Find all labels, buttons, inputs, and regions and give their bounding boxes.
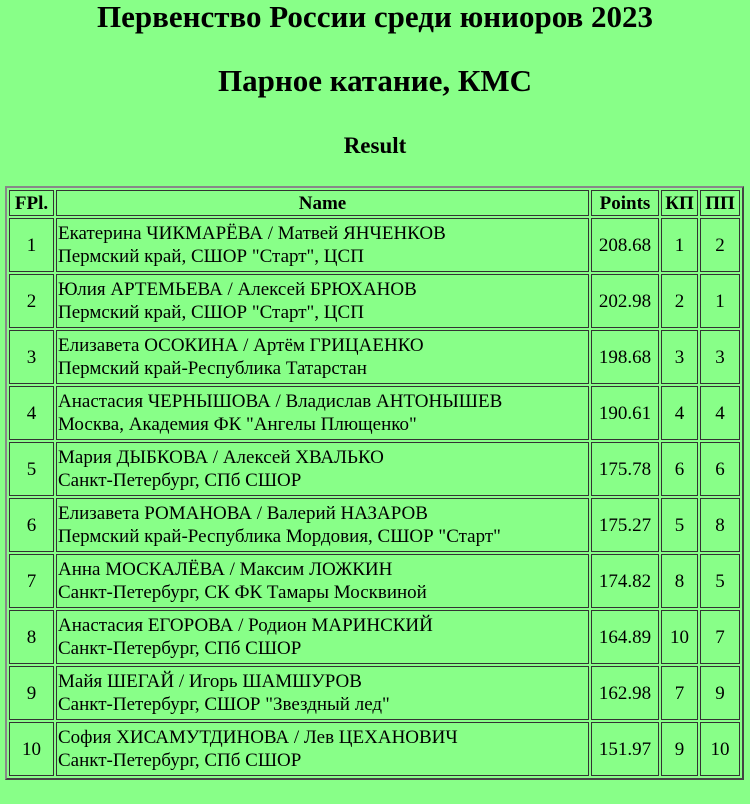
skater-club: Санкт-Петербург, СШОР "Звездный лед" — [58, 694, 390, 715]
cell-kp: 3 — [661, 330, 698, 384]
table-row — [9, 666, 740, 720]
cell-points: 175.27 — [591, 498, 659, 552]
column-header-name: Name — [56, 190, 589, 216]
cell-name — [56, 386, 589, 440]
column-header-place: FPl. — [9, 190, 54, 216]
cell-place: 6 — [9, 498, 54, 552]
cell-points: 208.68 — [591, 218, 659, 272]
cell-name — [56, 666, 589, 720]
column-header-points: Points — [591, 190, 659, 216]
cell-pp: 8 — [700, 498, 740, 552]
cell-name — [56, 498, 589, 552]
skater-names: Мария ДЫБКОВА / Алексей ХВАЛЬКО — [58, 447, 384, 468]
skater-names: Анастасия ЕГОРОВА / Родион МАРИНСКИЙ — [58, 615, 433, 636]
cell-kp: 10 — [661, 610, 698, 664]
result-heading: Result — [343, 133, 407, 158]
cell-points: 162.98 — [591, 666, 659, 720]
table-row — [9, 554, 740, 608]
cell-points: 151.97 — [591, 722, 659, 776]
cell-kp: 7 — [661, 666, 698, 720]
skater-club: Пермский край-Республика Татарстан — [58, 358, 367, 379]
page-subtitle: Парное катание, КМС — [217, 63, 533, 98]
cell-pp: 9 — [700, 666, 740, 720]
cell-pp: 6 — [700, 442, 740, 496]
skater-club: Санкт-Петербург, СПб СШОР — [58, 638, 302, 659]
table-row — [9, 722, 740, 776]
cell-pp: 10 — [700, 722, 740, 776]
cell-name — [56, 610, 589, 664]
cell-name — [56, 330, 589, 384]
cell-name — [56, 442, 589, 496]
cell-name — [56, 722, 589, 776]
column-header-kp: КП — [661, 190, 698, 216]
cell-kp: 9 — [661, 722, 698, 776]
skater-club: Пермский край, СШОР "Старт", ЦСП — [58, 246, 364, 267]
results-table — [5, 186, 744, 780]
cell-place: 1 — [9, 218, 54, 272]
cell-place: 4 — [9, 386, 54, 440]
cell-points: 174.82 — [591, 554, 659, 608]
skater-names: Екатерина ЧИКМАРЁВА / Матвей ЯНЧЕНКОВ — [58, 223, 446, 244]
table-row — [9, 274, 740, 328]
cell-place: 3 — [9, 330, 54, 384]
skater-names: Анастасия ЧЕРНЫШОВА / Владислав АНТОНЫШЕВ — [58, 391, 503, 412]
cell-place: 5 — [9, 442, 54, 496]
skater-names: Елизавета РОМАНОВА / Валерий НАЗАРОВ — [58, 503, 428, 524]
cell-kp: 2 — [661, 274, 698, 328]
cell-kp: 8 — [661, 554, 698, 608]
skater-names: Елизавета ОСОКИНА / Артём ГРИЦАЕНКО — [58, 335, 424, 356]
table-row — [9, 498, 740, 552]
table-row — [9, 386, 740, 440]
cell-pp: 1 — [700, 274, 740, 328]
column-header-pp: ПП — [700, 190, 740, 216]
cell-place: 8 — [9, 610, 54, 664]
cell-pp: 5 — [700, 554, 740, 608]
cell-pp: 4 — [700, 386, 740, 440]
cell-name — [56, 218, 589, 272]
skater-club: Санкт-Петербург, СПб СШОР — [58, 470, 302, 491]
table-row — [9, 330, 740, 384]
cell-place: 7 — [9, 554, 54, 608]
table-row — [9, 442, 740, 496]
cell-pp: 7 — [700, 610, 740, 664]
cell-name — [56, 274, 589, 328]
skater-names: Майя ШЕГАЙ / Игорь ШАМШУРОВ — [58, 671, 362, 692]
skater-club: Пермский край-Республика Мордовия, СШОР "Старт" — [58, 526, 501, 547]
skater-names: София ХИСАМУТДИНОВА / Лев ЦЕХАНОВИЧ — [58, 727, 458, 748]
cell-pp: 3 — [700, 330, 740, 384]
table-row — [9, 610, 740, 664]
cell-kp: 1 — [661, 218, 698, 272]
cell-kp: 5 — [661, 498, 698, 552]
skater-club: Санкт-Петербург, СПб СШОР — [58, 750, 302, 771]
cell-kp: 6 — [661, 442, 698, 496]
cell-kp: 4 — [661, 386, 698, 440]
skater-club: Москва, Академия ФК "Ангелы Плющенко" — [58, 414, 417, 435]
cell-name — [56, 554, 589, 608]
cell-points: 190.61 — [591, 386, 659, 440]
cell-place: 10 — [9, 722, 54, 776]
skater-names: Юлия АРТЕМЬЕВА / Алексей БРЮХАНОВ — [58, 279, 417, 300]
page-title: Первенство России среди юниоров 2023 — [97, 0, 653, 34]
table-row — [9, 218, 740, 272]
cell-points: 198.68 — [591, 330, 659, 384]
cell-pp: 2 — [700, 218, 740, 272]
skater-club: Санкт-Петербург, СК ФК Тамары Москвиной — [58, 582, 427, 603]
cell-place: 9 — [9, 666, 54, 720]
table-header-row — [9, 190, 740, 216]
cell-points: 175.78 — [591, 442, 659, 496]
skater-names: Анна МОСКАЛЁВА / Максим ЛОЖКИН — [58, 559, 393, 580]
cell-points: 164.89 — [591, 610, 659, 664]
cell-points: 202.98 — [591, 274, 659, 328]
skater-club: Пермский край, СШОР "Старт", ЦСП — [58, 302, 364, 323]
cell-place: 2 — [9, 274, 54, 328]
